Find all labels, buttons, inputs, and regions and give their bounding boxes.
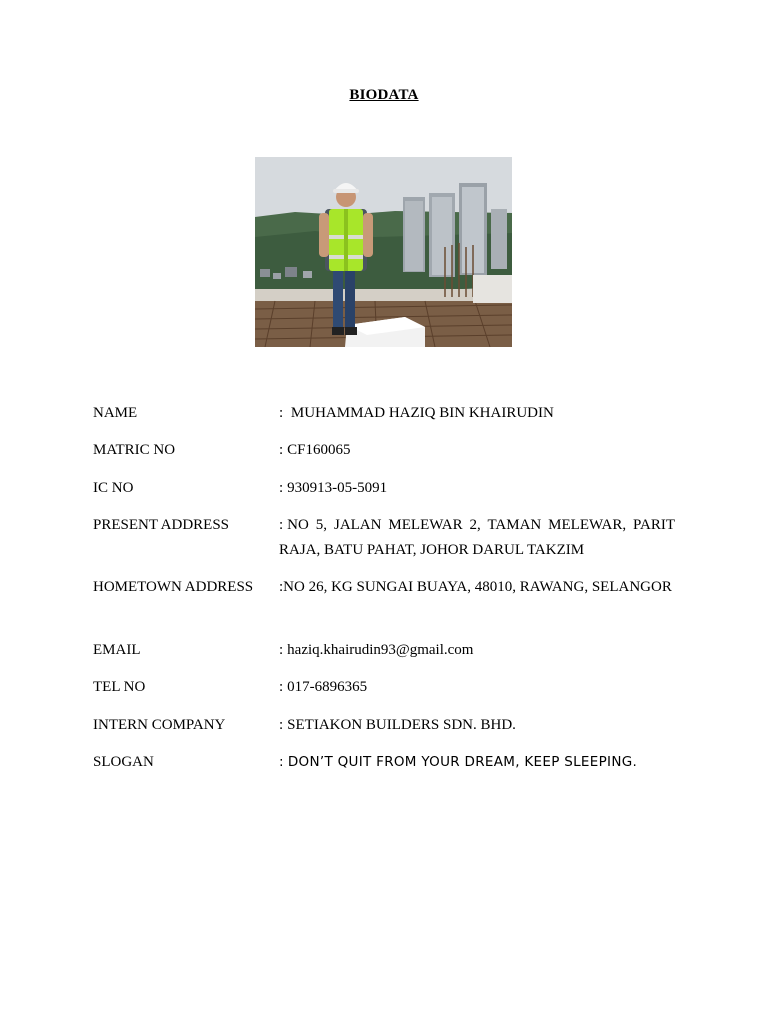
hometown-address-value-wrap: :NO 26, KG SUNGAI BUAYA, 48010, RAWANG, SELANGOR (279, 579, 672, 595)
name-value-wrap: : MUHAMMAD HAZIQ BIN KHAIRUDIN (279, 405, 554, 421)
slogan-value-wrap: : DON’T QUIT FROM YOUR DREAM, KEEP SLEEPING. (279, 754, 638, 770)
slogan-label: SLOGAN (93, 754, 154, 770)
tel-value-wrap: : 017-6896365 (279, 679, 368, 695)
matric-value: CF160065 (287, 442, 351, 458)
email-value-wrap: : haziq.khairudin93@gmail.com (279, 642, 474, 658)
tel-label: TEL NO (93, 679, 146, 695)
slogan-value: DON’T QUIT FROM YOUR DREAM, KEEP SLEEPING. (287, 754, 638, 770)
hometown-address-label: HOMETOWN ADDRESS (93, 579, 254, 595)
intern-company-value: SETIAKON BUILDERS SDN. BHD. (287, 717, 516, 733)
intern-company-label: INTERN COMPANY (93, 717, 226, 733)
hometown-address-value: NO 26, KG SUNGAI BUAYA, 48010, RAWANG, SELANGOR (283, 579, 672, 595)
present-address-value-wrap: : NO 5, JALAN MELEWAR 2, TAMAN MELEWAR, PARIT RAJA, BATU PAHAT, JOHOR DARUL TAKZIM (279, 517, 675, 558)
ic-label: IC NO (93, 480, 134, 496)
name-value: MUHAMMAD HAZIQ BIN KHAIRUDIN (290, 405, 554, 421)
ic-value: 930913-05-5091 (287, 480, 388, 496)
tel-value: 017-6896365 (287, 679, 368, 695)
ic-value-wrap: : 930913-05-5091 (279, 480, 388, 496)
email-label: EMAIL (93, 642, 141, 658)
present-address-value: NO 5, JALAN MELEWAR 2, TAMAN MELEWAR, PARIT RAJA, BATU PAHAT, JOHOR DARUL TAKZIM (279, 517, 675, 558)
matric-value-wrap: : CF160065 (279, 442, 351, 458)
matric-label: MATRIC NO (93, 442, 176, 458)
email-value: haziq.khairudin93@gmail.com (287, 642, 474, 658)
present-address-label: PRESENT ADDRESS (93, 517, 230, 533)
intern-company-value-wrap: : SETIAKON BUILDERS SDN. BHD. (279, 717, 516, 733)
name-label: NAME (93, 405, 138, 421)
person-photo-icon (255, 157, 512, 347)
page-title: BIODATA (349, 87, 419, 103)
